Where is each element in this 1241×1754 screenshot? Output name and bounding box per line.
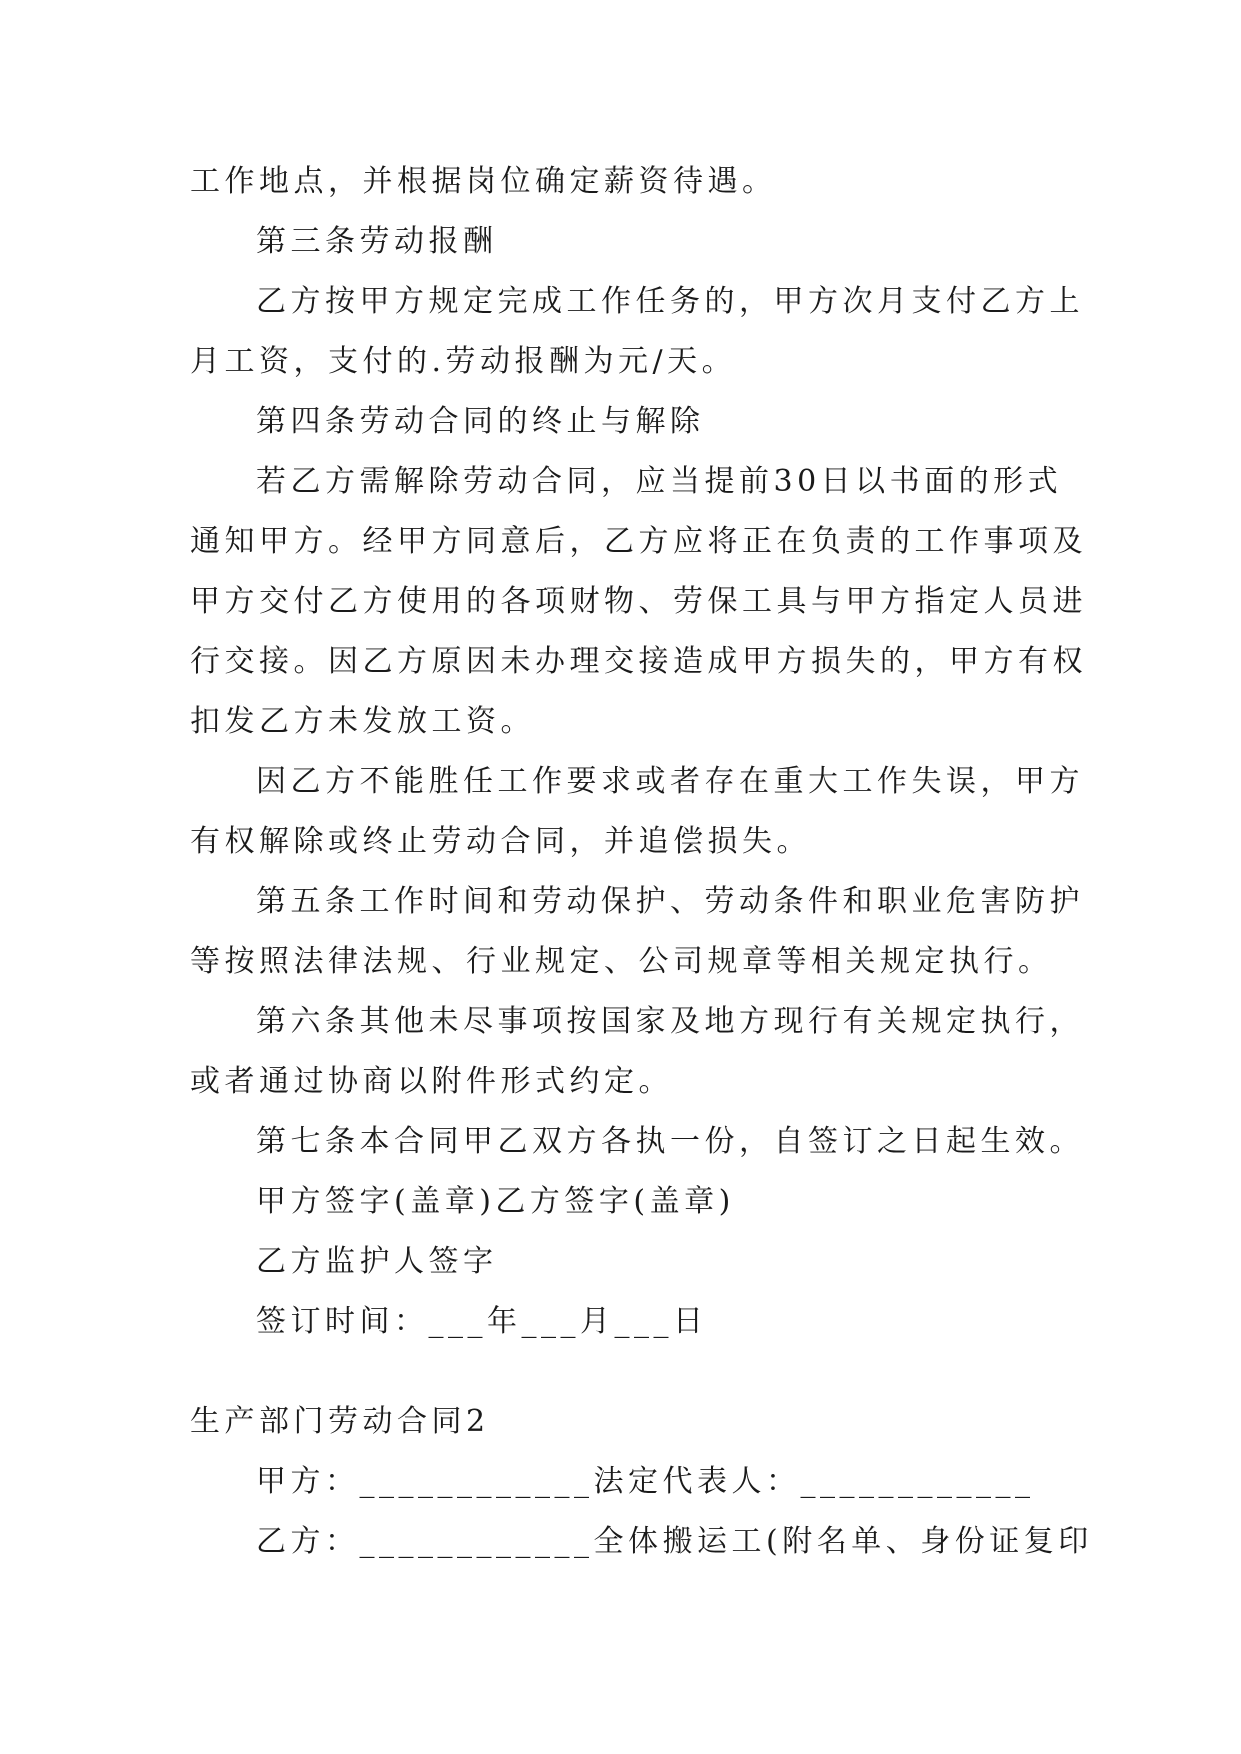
text-line: 第六条其他未尽事项按国家及地方现行有关规定执行，: [256, 1004, 1084, 1039]
text-line: 乙方按甲方规定完成工作任务的，甲方次月支付乙方上: [256, 284, 1084, 319]
signing-date-line: 签订时间：___年___月___日: [256, 1304, 708, 1339]
section-heading: 第三条劳动报酬: [256, 224, 498, 259]
text-line: 若乙方需解除劳动合同，应当提前30日以书面的形式: [256, 464, 1063, 499]
text-line: 扣发乙方未发放工资。: [190, 704, 535, 739]
text-line: 有权解除或终止劳动合同，并追偿损失。: [190, 824, 811, 859]
text-line: 月工资，支付的.劳动报酬为元/天。: [190, 344, 737, 379]
text-line: 或者通过协商以附件形式约定。: [190, 1064, 673, 1099]
text-line: 行交接。因乙方原因未办理交接造成甲方损失的，甲方有权: [190, 644, 1087, 679]
party-b-line: 乙方：____________全体搬运工(附名单、身份证复印: [256, 1524, 1093, 1559]
text-line: 因乙方不能胜任工作要求或者存在重大工作失误，甲方: [256, 764, 1084, 799]
section-heading: 第四条劳动合同的终止与解除: [256, 404, 705, 439]
guardian-signature-line: 乙方监护人签字: [256, 1244, 498, 1279]
contract-title: 生产部门劳动合同2: [190, 1404, 490, 1439]
text-line: 等按照法律法规、行业规定、公司规章等相关规定执行。: [190, 944, 1053, 979]
text-line: 第五条工作时间和劳动保护、劳动条件和职业危害防护: [256, 884, 1084, 919]
signature-line: 甲方签字(盖章)乙方签字(盖章): [256, 1184, 735, 1219]
text-line: 甲方交付乙方使用的各项财物、劳保工具与甲方指定人员进: [190, 584, 1087, 619]
text-line: 第七条本合同甲乙双方各执一份，自签订之日起生效。: [256, 1124, 1084, 1159]
party-a-line: 甲方：____________法定代表人：____________: [256, 1464, 1035, 1499]
text-line: 通知甲方。经甲方同意后，乙方应将正在负责的工作事项及: [190, 524, 1087, 559]
text-line: 工作地点，并根据岗位确定薪资待遇。: [190, 164, 777, 199]
